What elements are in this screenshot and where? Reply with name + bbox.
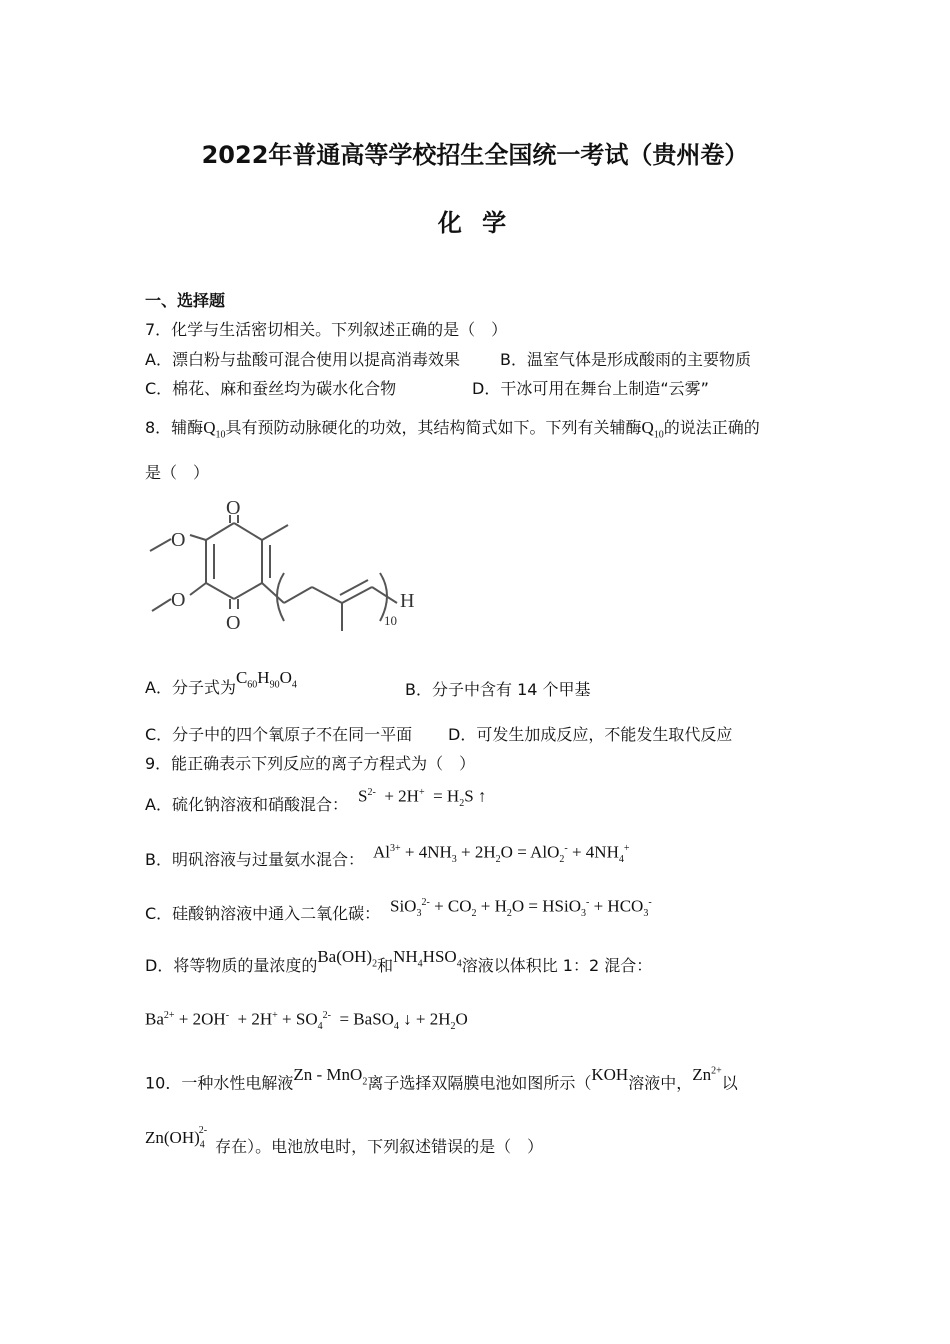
q7-option-a: A．漂白粉与盐酸可混合使用以提高消毒效果 (145, 350, 460, 369)
q9-option-d-equation: $Ba^{2+} + 2OH^- + 2H^+ + SO_4^{2-}$ = BaSO$_4$ ↓ + $2H_2O$ (145, 1009, 468, 1033)
hydrogen-atom-end: H (400, 590, 415, 612)
q7-option-d: D．干冰可用在舞台上制造“云雾” (472, 379, 709, 398)
oxygen-atom-methoxy-2: O (171, 589, 186, 611)
q9-option-c-label: C．硅酸钠溶液中通入二氧化碳： (145, 904, 381, 923)
q7-option-c: C．棉花、麻和蚕丝均为碳水化合物 (145, 379, 397, 398)
zinc-ion-formula: $Zn^{2+}$ (692, 1064, 722, 1084)
q8-stem (145, 418, 760, 445)
q10-stem-end: $Zn(OH)_4^{2-}$存在）。电池放电时，下列叙述错误的是（ ） (145, 1125, 544, 1156)
coenzyme-q10-formula: $Q_{10}$ (203, 418, 226, 441)
repeat-count: 10 (384, 613, 397, 628)
q8-stem-part3: 的说法正确的 (663, 418, 760, 437)
page-title: 2022年普通高等学校招生全国统一考试（贵州卷） (201, 141, 749, 169)
koh-formula: KOH (591, 1064, 629, 1084)
barium-hydroxide-formula: $Ba(OH)_2$ (317, 947, 378, 970)
q9-option-b-equation: $Al^{3+} + 4NH_3 + 2H_2O = AlO_2^- + 4NH_4^+$ (373, 842, 630, 866)
zincate-ion-formula: $Zn(OH)_4^{2-}$ (145, 1125, 208, 1151)
q8-option-b: B．分子中含有 14 个甲基 (405, 680, 591, 699)
q10-stem: 10．一种水性电解液Zn - MnO$_2$离子选择双隔膜电池如图所示（KOH溶液中，$Zn^{2+}$以 (145, 1064, 738, 1093)
q8-stem-end: 是（ ） (145, 463, 210, 482)
q7-stem: 7．化学与生活密切相关。下列叙述正确的是（ ） (145, 320, 508, 339)
q9-option-b-label: B．明矾溶液与过量氨水混合： (145, 850, 364, 869)
q8-option-c: C．分子中的四个氧原子不在同一平面 (145, 725, 413, 744)
battery-formula: Zn - MnO$_2$ (293, 1064, 368, 1088)
q8-stem-part2: 具有预防动脉硬化的功效，其结构简式如下。下列有关辅酶 (225, 418, 642, 437)
q9-option-a-label: A．硫化钠溶液和硝酸混合： (145, 795, 348, 814)
section-heading: 一、选择题 (145, 291, 226, 310)
q9-option-a-equation: $S^{2-} + 2H^+ = H_2S$ ↑ (358, 786, 487, 810)
oxygen-atom-top: O (226, 497, 241, 519)
coenzyme-q10-structure-diagram (142, 495, 442, 645)
coenzyme-q10-formula-2: $Q_{10}$ (641, 418, 664, 441)
subject-title: 化 学 (437, 209, 513, 237)
q8-option-d: D．可发生加成反应，不能发生取代反应 (448, 725, 733, 744)
q8-option-a: A．分子式为$C_{60}H_{90}O_4$ (145, 668, 297, 697)
q7-option-b: B．温室气体是形成酸雨的主要物质 (500, 350, 751, 369)
q8-stem-part1: 8．辅酶 (145, 418, 204, 437)
q9-option-d-label: D．将等物质的量浓度的$Ba(OH)_2$和$NH_4HSO_4$溶液以体积比 1：2 混合： (145, 947, 653, 975)
oxygen-atom-methoxy-1: O (171, 529, 186, 551)
q9-option-c-equation: $SiO_3^{2-} + CO_2 + H_2O$ = HSiO$_3$- + $HCO_3^-$ (390, 896, 652, 920)
molecular-formula: $C_{60}H_{90}O_4$ (235, 668, 297, 691)
oxygen-atom-bottom: O (226, 612, 241, 634)
ammonium-bisulfate-formula: $NH_4HSO_4$ (393, 947, 462, 970)
q9-stem: 9．能正确表示下列反应的离子方程式为（ ） (145, 754, 476, 773)
